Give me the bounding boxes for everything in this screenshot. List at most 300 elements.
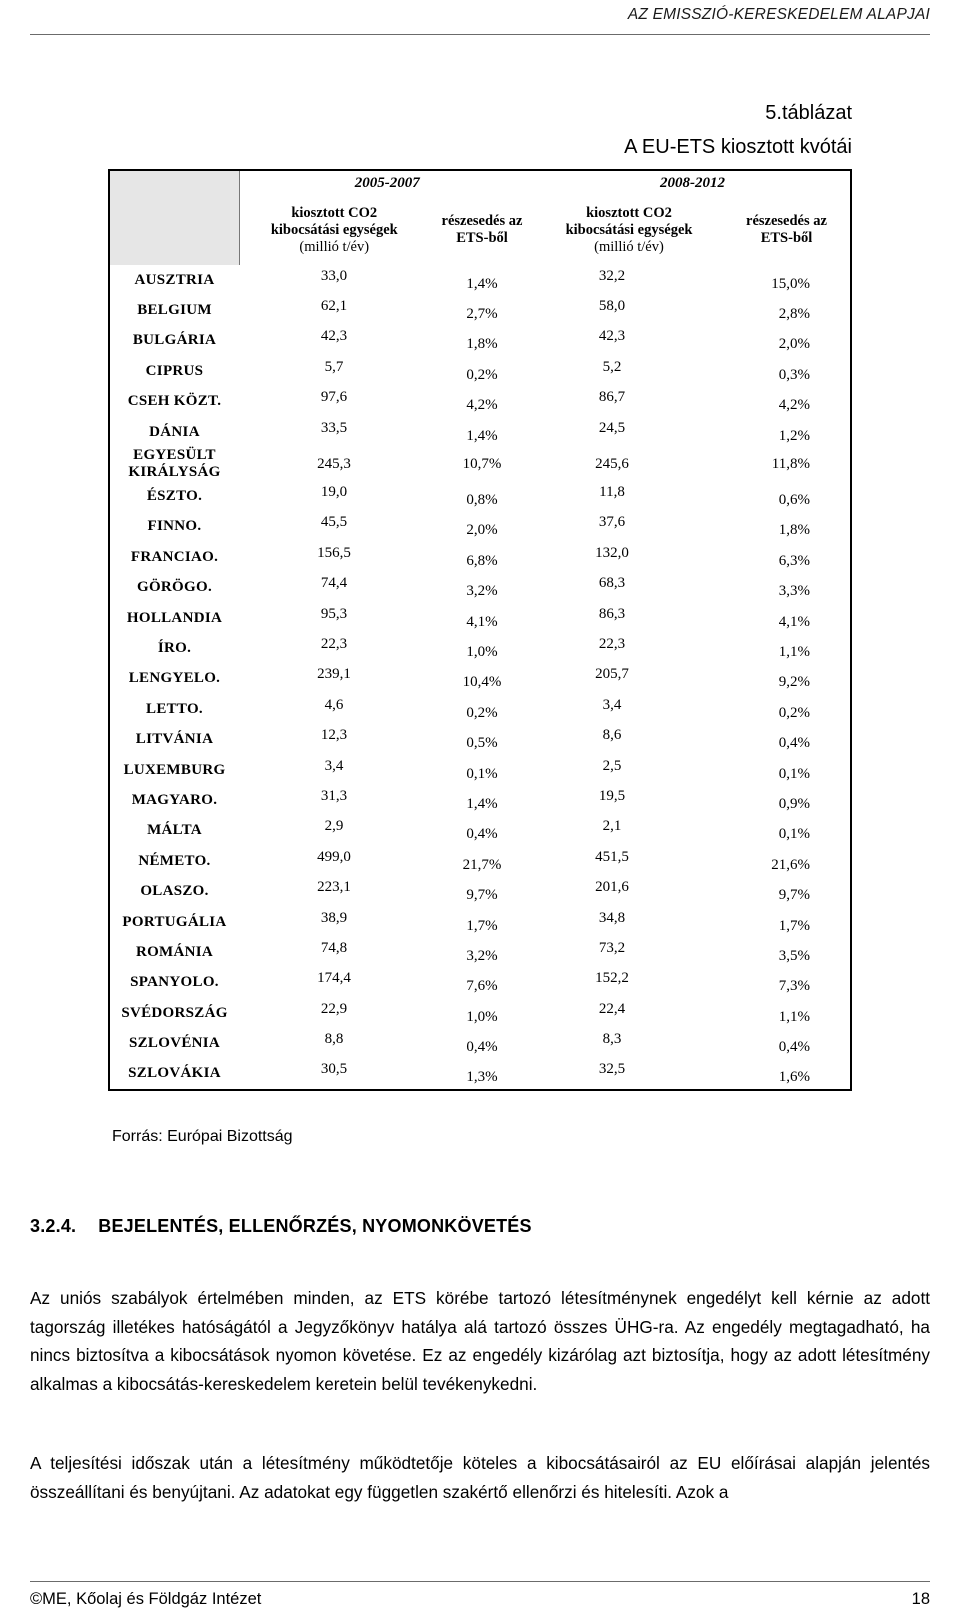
allocation-2005-2007 (239, 542, 429, 572)
allocation-2005-2007 (239, 417, 429, 447)
allocation-2008-2012 (535, 417, 723, 447)
table-row (109, 633, 851, 663)
share-value: 7,6% (466, 978, 498, 995)
share-value: 1,1% (778, 1008, 810, 1025)
allocation-2005-2007 (239, 846, 429, 876)
eu-ets-allocation-table (108, 169, 852, 1091)
allocation-value: 24,5 (598, 419, 626, 436)
share-2005-2007 (429, 603, 535, 633)
allocation-value: 499,0 (317, 848, 351, 865)
allocation-2008-2012 (535, 694, 723, 724)
share-value: 1,1% (778, 643, 810, 660)
allocation-value: 5,2 (602, 358, 622, 375)
table-row (109, 603, 851, 633)
share-2005-2007 (429, 876, 535, 906)
share-2008-2012 (723, 785, 851, 815)
table-row (109, 265, 851, 295)
share-2005-2007 (429, 633, 535, 663)
allocation-value: 37,6 (598, 514, 626, 531)
table-row (109, 724, 851, 754)
allocation-2008-2012 (535, 633, 723, 663)
share-2005-2007 (429, 846, 535, 876)
share-value: 3,2% (466, 947, 498, 964)
share-2005-2007 (429, 998, 535, 1028)
share-2008-2012 (723, 968, 851, 998)
section-title: BEJELENTÉS, ELLENŐRZÉS, NYOMONKÖVETÉS (98, 1216, 532, 1236)
table-corner-cell (109, 170, 239, 265)
country-name: GÖRÖGO. (136, 579, 213, 596)
allocation-2008-2012 (535, 724, 723, 754)
table-row (109, 417, 851, 447)
allocation-value: 223,1 (317, 879, 351, 896)
share-value: 1,4% (466, 795, 498, 812)
allocation-header-line3: (millió t/év) (594, 238, 664, 255)
allocation-2005-2007 (239, 1028, 429, 1058)
allocation-2005-2007 (239, 573, 429, 603)
table-row (109, 573, 851, 603)
share-2008-2012 (723, 573, 851, 603)
allocation-2008-2012 (535, 998, 723, 1028)
share-2008-2012 (723, 937, 851, 967)
table-row (109, 694, 851, 724)
allocation-2005-2007 (239, 937, 429, 967)
table-title: A EU-ETS kiosztott kvótái (624, 136, 852, 158)
table-row (109, 907, 851, 937)
allocation-2008-2012 (535, 573, 723, 603)
share-value: 0,6% (778, 492, 810, 509)
table-row (109, 937, 851, 967)
share-2008-2012 (723, 846, 851, 876)
share-2008-2012 (723, 447, 851, 481)
share-2005-2007 (429, 573, 535, 603)
allocation-2005-2007 (239, 481, 429, 511)
footer-copyright: ©ME, Kőolaj és Földgáz Intézet (30, 1590, 262, 1608)
share-2005-2007 (429, 664, 535, 694)
allocation-2008-2012 (535, 937, 723, 967)
share-value: 0,1% (778, 765, 810, 782)
allocation-2005-2007 (239, 785, 429, 815)
share-2005-2007 (429, 816, 535, 846)
share-2005-2007 (429, 724, 535, 754)
share-2008-2012 (723, 417, 851, 447)
allocation-value: 33,5 (320, 419, 348, 436)
table-row (109, 664, 851, 694)
allocation-value: 86,7 (598, 389, 626, 406)
share-value: 1,6% (778, 1069, 810, 1086)
country-name: BULGÁRIA (132, 332, 217, 349)
share-2005-2007 (429, 512, 535, 542)
allocation-2008-2012 (535, 846, 723, 876)
share-2005-2007 (429, 447, 535, 481)
country-name: HOLLANDIA (126, 609, 223, 626)
allocation-value: 2,1 (602, 818, 622, 835)
allocation-value: 152,2 (595, 970, 629, 987)
column-header-allocation-2005-2007 (239, 195, 429, 265)
allocation-value: 19,0 (320, 484, 348, 501)
share-value: 3,3% (778, 583, 810, 600)
country-name-line1: EGYESÜLT (133, 447, 216, 464)
share-2005-2007 (429, 785, 535, 815)
allocation-value: 2,9 (324, 818, 344, 835)
body-paragraph: A teljesítési időszak után a létesítmény működtetője köteles a kibocsátásairól az EU előírásai alapján jelentés összeállítani és benyújtani. Az adatokat egy független szakértő ellenőrzi és hitelesíti. Azok a (30, 1453, 930, 1502)
allocation-value: 11,8 (599, 484, 625, 501)
share-2008-2012 (723, 512, 851, 542)
allocation-value: 32,5 (598, 1061, 626, 1078)
allocation-2005-2007 (239, 387, 429, 417)
share-value: 10,7% (462, 455, 502, 472)
allocation-2005-2007 (239, 998, 429, 1028)
allocation-value: 19,5 (598, 787, 626, 804)
allocation-value: 97,6 (320, 389, 348, 406)
eu-ets-table-container (108, 169, 850, 1091)
country-name: FRANCIAO. (130, 548, 219, 565)
country-name: DÁNIA (149, 423, 200, 440)
allocation-value: 3,4 (324, 757, 344, 774)
allocation-value: 2,5 (602, 757, 622, 774)
country-name: ÉSZTO. (146, 488, 203, 505)
share-2008-2012 (723, 326, 851, 356)
allocation-value: 245,3 (317, 455, 351, 472)
share-value: 0,1% (466, 765, 498, 782)
share-value: 1,8% (466, 336, 498, 353)
allocation-2005-2007 (239, 447, 429, 481)
share-value: 1,4% (466, 275, 498, 292)
share-value: 0,8% (466, 492, 498, 509)
country-name (109, 447, 239, 481)
share-value: 2,0% (778, 336, 810, 353)
country-name: MÁLTA (147, 822, 202, 839)
table-period-header-row (109, 170, 851, 195)
share-value: 0,4% (466, 826, 498, 843)
allocation-2005-2007 (239, 603, 429, 633)
period-header-2005-2007: 2005-2007 (354, 174, 420, 191)
allocation-2008-2012 (535, 907, 723, 937)
table-row (109, 295, 851, 325)
share-value: 21,7% (462, 856, 502, 873)
table-row (109, 447, 851, 481)
share-2008-2012 (723, 603, 851, 633)
table-row (109, 1059, 851, 1090)
share-value: 0,2% (466, 704, 498, 721)
country-name: FINNO. (147, 518, 202, 535)
share-value: 1,7% (466, 917, 498, 934)
share-2005-2007 (429, 1059, 535, 1090)
column-header-allocation-2008-2012 (535, 195, 723, 265)
country-name: LUXEMBURG (123, 761, 226, 778)
country-name: ÍRO. (157, 639, 192, 656)
share-header-line1: részesedés az (441, 213, 523, 229)
table-row (109, 542, 851, 572)
allocation-value: 74,4 (320, 575, 348, 592)
share-2005-2007 (429, 937, 535, 967)
allocation-value: 8,8 (324, 1031, 344, 1048)
allocation-value: 132,0 (595, 544, 629, 561)
share-value: 0,4% (778, 1039, 810, 1056)
share-value: 1,2% (778, 427, 810, 444)
share-value: 0,2% (778, 704, 810, 721)
share-value: 3,5% (778, 947, 810, 964)
table-row (109, 998, 851, 1028)
allocation-value: 73,2 (598, 939, 626, 956)
allocation-2005-2007 (239, 1059, 429, 1090)
allocation-value: 12,3 (320, 727, 348, 744)
share-2005-2007 (429, 968, 535, 998)
allocation-2008-2012 (535, 295, 723, 325)
allocation-value: 95,3 (320, 605, 348, 622)
allocation-2008-2012 (535, 356, 723, 386)
allocation-value: 239,1 (317, 666, 351, 683)
table-number: 5.táblázat (765, 102, 852, 124)
share-2008-2012 (723, 724, 851, 754)
share-value: 2,7% (466, 306, 498, 323)
country-name: LETTO. (146, 700, 203, 717)
column-header-share-2008-2012 (723, 195, 851, 265)
allocation-value: 205,7 (595, 666, 629, 683)
allocation-2008-2012 (535, 447, 723, 481)
share-value: 10,4% (462, 674, 502, 691)
allocation-value: 30,5 (320, 1061, 348, 1078)
share-2008-2012 (723, 481, 851, 511)
period-header-2008-2012: 2008-2012 (660, 174, 725, 191)
share-value: 0,3% (778, 366, 810, 383)
table-row (109, 785, 851, 815)
table-row (109, 876, 851, 906)
share-2005-2007 (429, 694, 535, 724)
country-name: SPANYOLO. (130, 974, 219, 991)
table-row (109, 512, 851, 542)
country-name: SZLOVÉNIA (128, 1035, 221, 1052)
allocation-2005-2007 (239, 633, 429, 663)
share-value: 1,3% (466, 1069, 498, 1086)
share-2008-2012 (723, 755, 851, 785)
allocation-2005-2007 (239, 724, 429, 754)
allocation-2008-2012 (535, 603, 723, 633)
allocation-2008-2012 (535, 664, 723, 694)
share-2008-2012 (723, 664, 851, 694)
country-name: NÉMETO. (138, 852, 211, 869)
allocation-value: 42,3 (598, 328, 626, 345)
body-paragraph: Az uniós szabályok értelmében minden, az ETS körébe tartozó létesítménynek engedélyt kell kérnie az adott tagország illetékes hatóságától a Jegyzőkönyv hatálya alá tartozó összes ÜHG-ra. Az engedély megtagadható, ha nincs biztosítva a kibocsátások nyomon követése. Ez az engedély kizárólag azt biztosítja, hogy az adott létesítmény alkalmas a kibocsátás-kereskedelem keretein belül tevékenykedni. (30, 1288, 930, 1394)
share-value: 1,0% (466, 1008, 498, 1025)
share-header-line1: részesedés az (746, 213, 827, 229)
share-header-line2: ETS-ből (760, 230, 813, 246)
share-header-line2: ETS-ből (456, 230, 508, 246)
allocation-2008-2012 (535, 542, 723, 572)
allocation-value: 38,9 (320, 909, 348, 926)
share-value: 0,9% (778, 795, 810, 812)
share-value: 4,2% (466, 397, 498, 414)
share-2005-2007 (429, 326, 535, 356)
allocation-2005-2007 (239, 876, 429, 906)
table-row (109, 816, 851, 846)
allocation-value: 68,3 (598, 575, 626, 592)
allocation-2005-2007 (239, 664, 429, 694)
share-value: 0,1% (778, 826, 810, 843)
allocation-2005-2007 (239, 512, 429, 542)
country-name-line2: KIRÁLYSÁG (128, 464, 221, 481)
share-value: 0,4% (778, 735, 810, 752)
allocation-value: 31,3 (320, 787, 348, 804)
share-value: 1,0% (466, 643, 498, 660)
share-value: 3,2% (466, 583, 498, 600)
share-value: 1,4% (466, 427, 498, 444)
share-2005-2007 (429, 387, 535, 417)
share-value: 15,0% (771, 275, 810, 292)
allocation-2005-2007 (239, 907, 429, 937)
share-value: 9,2% (778, 674, 810, 691)
table-row (109, 755, 851, 785)
allocation-value: 156,5 (317, 544, 351, 561)
allocation-2005-2007 (239, 755, 429, 785)
allocation-2008-2012 (535, 326, 723, 356)
share-2008-2012 (723, 387, 851, 417)
allocation-value: 22,9 (320, 1000, 348, 1017)
share-value: 7,3% (778, 978, 810, 995)
table-row (109, 968, 851, 998)
allocation-value: 8,6 (602, 727, 622, 744)
allocation-value: 3,4 (602, 696, 622, 713)
share-2005-2007 (429, 542, 535, 572)
allocation-2008-2012 (535, 481, 723, 511)
share-value: 11,8% (771, 455, 810, 472)
share-2008-2012 (723, 356, 851, 386)
share-value: 6,8% (466, 552, 498, 569)
share-2008-2012 (723, 1059, 851, 1090)
share-2008-2012 (723, 542, 851, 572)
page-number: 18 (911, 1590, 930, 1608)
allocation-value: 22,4 (598, 1000, 626, 1017)
share-2005-2007 (429, 755, 535, 785)
allocation-value: 42,3 (320, 328, 348, 345)
allocation-2008-2012 (535, 387, 723, 417)
country-name: AUSZTRIA (134, 271, 215, 288)
share-value: 2,0% (466, 522, 498, 539)
section-heading (30, 1216, 532, 1237)
share-2008-2012 (723, 907, 851, 937)
share-2008-2012 (723, 816, 851, 846)
allocation-value: 245,6 (595, 455, 629, 472)
allocation-value: 4,6 (324, 696, 344, 713)
running-header: AZ EMISSZIÓ-KERESKEDELEM ALAPJAI (627, 6, 930, 23)
allocation-header-line1: kiosztott CO2 (291, 204, 378, 221)
share-2008-2012 (723, 633, 851, 663)
share-2005-2007 (429, 295, 535, 325)
share-value: 6,3% (778, 552, 810, 569)
allocation-2005-2007 (239, 694, 429, 724)
allocation-2008-2012 (535, 876, 723, 906)
share-2005-2007 (429, 481, 535, 511)
share-value: 21,6% (771, 856, 810, 873)
allocation-header-line1: kiosztott CO2 (586, 204, 672, 221)
share-2008-2012 (723, 265, 851, 295)
allocation-value: 58,0 (598, 298, 626, 315)
allocation-2005-2007 (239, 265, 429, 295)
share-value: 4,2% (778, 397, 810, 414)
allocation-2005-2007 (239, 968, 429, 998)
allocation-value: 451,5 (595, 848, 629, 865)
allocation-value: 5,7 (324, 358, 344, 375)
allocation-2008-2012 (535, 785, 723, 815)
allocation-value: 34,8 (598, 909, 626, 926)
share-2005-2007 (429, 265, 535, 295)
share-value: 2,8% (778, 306, 810, 323)
share-2008-2012 (723, 998, 851, 1028)
allocation-value: 74,8 (320, 939, 348, 956)
column-header-share-2005-2007 (429, 195, 535, 265)
allocation-header-line2: kibocsátási egységek (565, 221, 693, 238)
allocation-value: 22,3 (320, 635, 348, 652)
share-value: 0,5% (466, 735, 498, 752)
share-2005-2007 (429, 356, 535, 386)
section-number: 3.2.4. (30, 1216, 77, 1236)
allocation-2008-2012 (535, 755, 723, 785)
country-name: OLASZO. (140, 883, 209, 900)
country-name: SZLOVÁKIA (128, 1065, 221, 1082)
allocation-2005-2007 (239, 295, 429, 325)
share-value: 9,7% (466, 887, 498, 904)
country-name: MAGYARO. (131, 791, 218, 808)
share-2008-2012 (723, 1028, 851, 1058)
allocation-2005-2007 (239, 326, 429, 356)
share-2008-2012 (723, 295, 851, 325)
country-name: CIPRUS (145, 362, 204, 379)
share-value: 0,4% (466, 1039, 498, 1056)
country-name: CSEH KÖZT. (127, 393, 222, 410)
allocation-value: 45,5 (320, 514, 348, 531)
country-name: SVÉDORSZÁG (121, 1004, 228, 1021)
share-2008-2012 (723, 876, 851, 906)
allocation-2008-2012 (535, 816, 723, 846)
allocation-value: 8,3 (602, 1031, 622, 1048)
country-name: PORTUGÁLIA (122, 913, 227, 930)
table-row (109, 846, 851, 876)
country-name: ROMÁNIA (135, 943, 214, 960)
allocation-value: 201,6 (595, 879, 629, 896)
header-divider (30, 34, 930, 35)
allocation-2005-2007 (239, 816, 429, 846)
table-row (109, 387, 851, 417)
country-name: BELGIUM (137, 302, 212, 319)
share-value: 1,7% (778, 917, 810, 934)
table-row (109, 481, 851, 511)
allocation-header-line2: kibocsátási egységek (270, 221, 398, 238)
table-source-note: Forrás: Európai Bizottság (112, 1128, 293, 1145)
share-2005-2007 (429, 907, 535, 937)
allocation-value: 33,0 (320, 267, 348, 284)
table-row (109, 356, 851, 386)
allocation-2008-2012 (535, 1028, 723, 1058)
country-name: LITVÁNIA (135, 731, 214, 748)
table-row (109, 1028, 851, 1058)
allocation-value: 22,3 (598, 635, 626, 652)
table-row (109, 326, 851, 356)
allocation-2005-2007 (239, 356, 429, 386)
footer-divider (30, 1581, 930, 1582)
country-name: LENGYELO. (128, 670, 221, 687)
share-2008-2012 (723, 694, 851, 724)
share-value: 4,1% (466, 613, 498, 630)
share-value: 4,1% (778, 613, 810, 630)
allocation-2008-2012 (535, 265, 723, 295)
share-value: 1,8% (778, 522, 810, 539)
allocation-value: 86,3 (598, 605, 626, 622)
share-value: 9,7% (778, 887, 810, 904)
allocation-value: 174,4 (317, 970, 351, 987)
allocation-2008-2012 (535, 968, 723, 998)
share-2005-2007 (429, 417, 535, 447)
allocation-value: 62,1 (320, 298, 348, 315)
allocation-header-line3: (millió t/év) (299, 238, 370, 255)
